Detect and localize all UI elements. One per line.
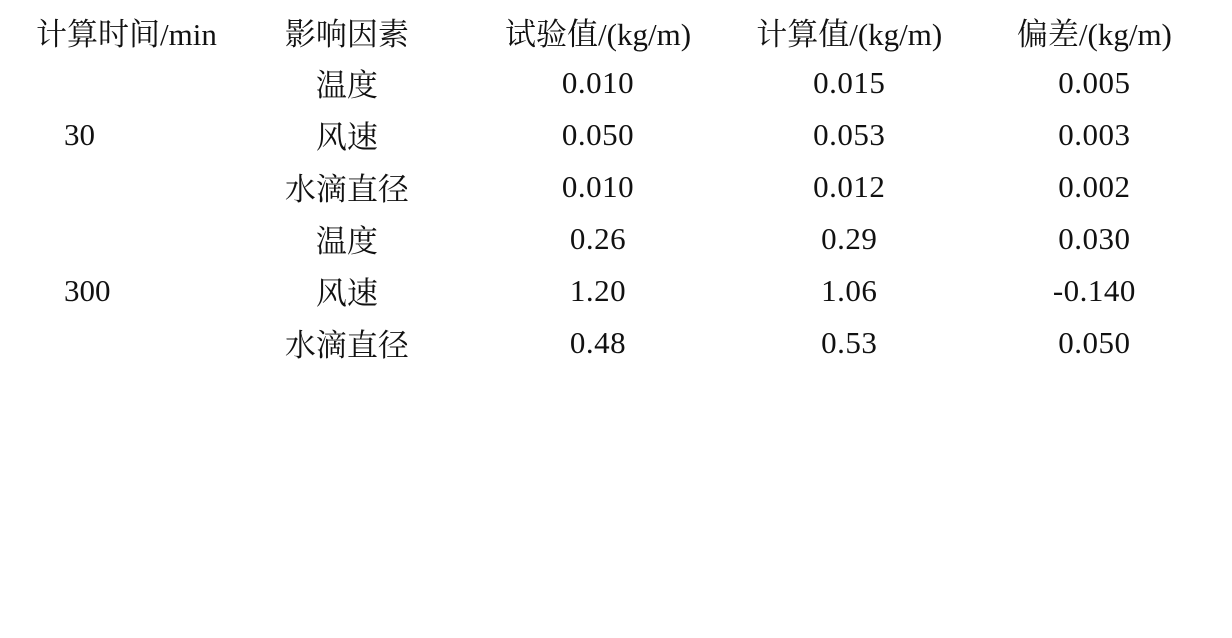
header-cell-factor: 影响因素 [284,17,409,52]
cell-calculated: 0.29 [821,220,878,256]
cell-deviation: 0.030 [1058,220,1131,256]
cell-factor: 风速 [315,276,378,312]
cell-experimental: 0.050 [561,116,635,152]
cell-deviation: 0.002 [1058,168,1131,204]
cell-experimental: 0.48 [569,324,627,360]
cell-deviation: 0.005 [1058,64,1131,100]
cell-deviation: 0.003 [1058,116,1131,152]
table-header-row [18,14,1214,57]
cell-factor: 温度 [315,224,378,260]
cell-calculated: 0.012 [813,168,886,204]
results-table [18,14,1214,369]
table-row [18,213,1214,265]
cell-factor: 风速 [315,120,378,156]
header-cell-calculated: 计算值/(kg/m) [756,17,943,52]
cell-calculated: 1.06 [821,272,878,308]
cell-deviation: 0.050 [1058,324,1131,360]
cell-calculated: 0.53 [821,324,878,360]
cell-calculated: 0.053 [813,116,886,152]
cell-experimental: 1.20 [569,272,627,308]
cell-experimental: 0.26 [569,220,627,256]
cell-calculated: 0.015 [813,64,886,100]
row-group-time-label: 30 [64,116,95,152]
cell-factor: 水滴直径 [284,328,409,364]
cell-factor: 温度 [315,68,378,104]
table-row [18,57,1214,109]
cell-deviation: -0.140 [1052,272,1136,308]
cell-experimental: 0.010 [561,64,635,100]
header-cell-deviation: 偏差/(kg/m) [1016,17,1172,52]
row-group-time-label: 300 [64,272,111,308]
header-cell-time: 计算时间/min [36,17,217,52]
cell-experimental: 0.010 [561,168,635,204]
cell-factor: 水滴直径 [284,172,409,208]
header-cell-experimental: 试验值/(kg/m) [505,17,692,52]
